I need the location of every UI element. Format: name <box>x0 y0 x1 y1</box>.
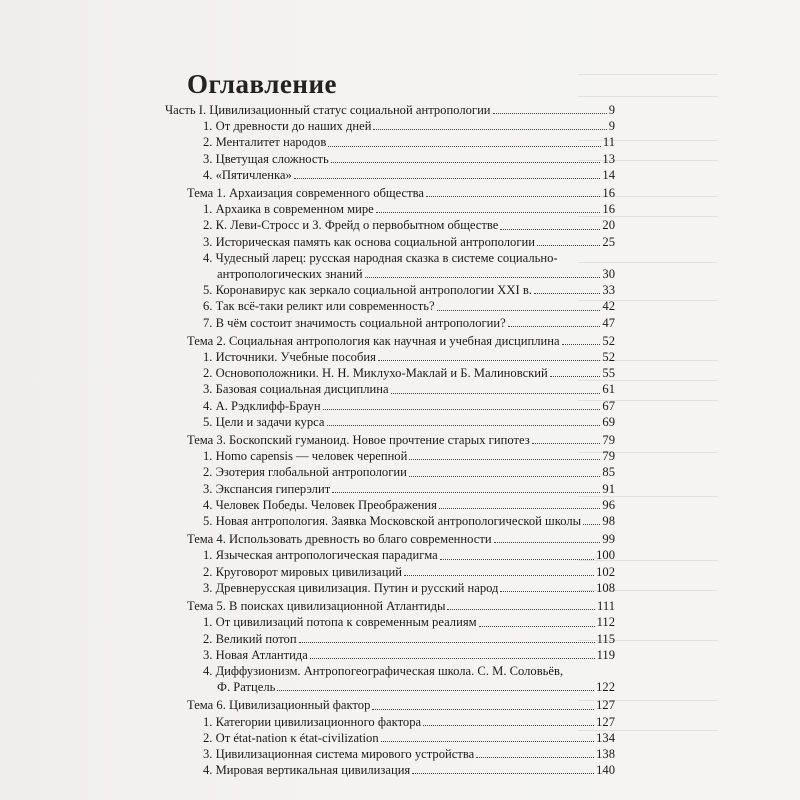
page-number: 134 <box>596 730 615 745</box>
toc-subentry[interactable] <box>203 647 615 663</box>
entry-label: 4. «Пятичленка» <box>203 167 292 182</box>
page-number: 20 <box>602 218 615 233</box>
page-number: 47 <box>602 315 615 330</box>
entry-label: 3. Базовая социальная дисциплина <box>203 382 389 397</box>
dot-leader <box>423 725 594 726</box>
dot-leader <box>391 393 601 394</box>
entry-label: Тема 2. Социальная антропология как научная и учебная дисциплина <box>187 333 560 348</box>
entry-label: 1. От древности до наших дней <box>203 119 372 134</box>
page-number: 30 <box>602 267 615 282</box>
entry-label: 4. Чудесный ларец: русская народная сказка в системе социально- <box>203 250 558 265</box>
entry-label: 1. Источники. Учебные пособия <box>203 350 376 365</box>
topics <box>165 185 615 778</box>
entry-label: 3. Цветущая сложность <box>203 151 329 166</box>
toc-subentry[interactable] <box>203 250 615 282</box>
page-number: 79 <box>602 449 615 464</box>
entry-label: Тема 3. Боскопский гуманоид. Новое прочтение старых гипотез <box>187 433 530 448</box>
entry-label: 3. Цивилизационная система мирового устройства <box>203 746 475 761</box>
dot-leader <box>412 773 594 774</box>
page-number: 138 <box>596 746 615 761</box>
toc-title: Оглавление <box>187 69 337 99</box>
dot-leader <box>376 212 601 213</box>
entry-continuation <box>217 679 615 695</box>
dot-leader <box>277 690 594 691</box>
page-number: 96 <box>602 497 615 512</box>
dot-leader <box>409 459 600 460</box>
page-number: 112 <box>596 615 615 630</box>
entry-label: 1. Архаика в современном мире <box>203 202 374 217</box>
page-number: 69 <box>602 414 615 429</box>
dot-leader <box>299 642 595 643</box>
toc-subentry[interactable] <box>203 513 615 529</box>
toc-subentry[interactable] <box>203 217 615 233</box>
entry-label: 3. Экспансия гиперэлит <box>203 481 331 496</box>
entry-label: Тема 6. Цивилизационный фактор <box>187 698 371 713</box>
entry-label: 2. Великий потоп <box>203 631 297 646</box>
toc-topic-entry[interactable] <box>187 598 615 614</box>
entry-label: 3. Древнерусская цивилизация. Путин и русский народ <box>203 580 499 595</box>
toc-subentry[interactable] <box>203 234 615 250</box>
page-number: 119 <box>596 647 615 662</box>
dot-leader <box>476 757 594 758</box>
page-number: 14 <box>602 167 615 182</box>
toc-subentry[interactable] <box>203 762 615 778</box>
toc-subentry[interactable] <box>203 746 615 762</box>
page-number: 52 <box>602 333 615 348</box>
toc-subentry[interactable] <box>203 315 615 331</box>
entry-continuation <box>217 266 615 282</box>
dot-leader <box>447 609 595 610</box>
page-number: 98 <box>602 514 615 529</box>
dot-leader <box>378 360 600 361</box>
page-number: 67 <box>602 398 615 413</box>
dot-leader <box>550 376 601 377</box>
page-number: 16 <box>602 186 615 201</box>
page-number: 33 <box>602 283 615 298</box>
page-number: 102 <box>596 564 615 579</box>
dot-leader <box>327 425 601 426</box>
part-items <box>165 118 615 183</box>
toc-subentry[interactable] <box>203 349 615 365</box>
dot-leader <box>426 196 600 197</box>
dot-leader <box>439 508 600 509</box>
toc-subentry[interactable] <box>203 201 615 217</box>
entry-label: Тема 1. Архаизация современного общества <box>187 186 424 201</box>
entry-label: Тема 5. В поисках цивилизационной Атлантиды <box>187 599 446 614</box>
page-number: 55 <box>602 366 615 381</box>
page-number: 42 <box>602 299 615 314</box>
dot-leader <box>328 146 601 147</box>
toc-subentry[interactable] <box>203 381 615 397</box>
toc-subentry[interactable] <box>203 298 615 314</box>
toc-part-entry[interactable] <box>165 102 615 118</box>
entry-label: 2. Круговорот мировых цивилизаций <box>203 564 402 579</box>
entry-label: 2. Основоположники. Н. Н. Миклухо-Маклай и Б. Малиновский <box>203 366 548 381</box>
page-number: 52 <box>602 350 615 365</box>
page-number: 61 <box>602 382 615 397</box>
entry-label: 5. Коронавирус как зеркало социальной антропологии XXI в. <box>203 283 532 298</box>
toc-subentry[interactable] <box>203 167 615 183</box>
dot-leader <box>294 178 601 179</box>
toc-subentry[interactable] <box>203 464 615 480</box>
dot-leader <box>494 542 601 543</box>
entry-label: 4. А. Рэдклифф-Браун <box>203 398 321 413</box>
page-number: 16 <box>602 202 615 217</box>
dot-leader <box>404 575 594 576</box>
toc-topic-entry[interactable] <box>187 697 615 713</box>
entry-label: 5. Цели и задачи курса <box>203 414 325 429</box>
dot-leader <box>381 741 594 742</box>
entry-label: 2. К. Леви-Стросс и З. Фрейд о первобытном обществе <box>203 218 499 233</box>
page-number: 99 <box>602 532 615 547</box>
toc-subentry[interactable] <box>203 663 615 695</box>
entry-label: 5. Новая антропология. Заявка Московской антропологической школы <box>203 514 582 529</box>
dot-leader <box>437 310 601 311</box>
page-number: 11 <box>602 135 615 150</box>
dot-leader <box>583 524 600 525</box>
toc-topic-entry[interactable] <box>187 531 615 547</box>
toc-topic-entry[interactable] <box>187 432 615 448</box>
page-number: 13 <box>602 151 615 166</box>
dot-leader <box>534 293 600 294</box>
dot-leader <box>479 626 595 627</box>
dot-leader <box>500 229 600 230</box>
entry-label: 2. От état-nation к état-civilization <box>203 730 379 745</box>
toc-subentry[interactable] <box>203 151 615 167</box>
page-number: 127 <box>596 698 615 713</box>
page-number: 79 <box>602 433 615 448</box>
dot-leader <box>372 709 594 710</box>
toc-subentry[interactable] <box>203 547 615 563</box>
dot-leader <box>331 162 601 163</box>
page-number: 9 <box>608 103 615 117</box>
dot-leader <box>332 492 600 493</box>
dot-leader <box>440 559 594 560</box>
dot-leader <box>508 326 601 327</box>
toc-subentry[interactable] <box>203 134 615 150</box>
entry-label: 1. От цивилизаций потопа к современным реалиям <box>203 615 477 630</box>
entry-label: 1. Языческая антропологическая парадигма <box>203 548 438 563</box>
toc-subentry[interactable] <box>203 282 615 298</box>
table-of-contents <box>165 66 615 778</box>
entry-label: 6. Так всё-таки реликт или современность? <box>203 299 435 314</box>
page-number: 25 <box>602 234 615 249</box>
entry-label-cont: Ф. Ратцель <box>217 680 276 695</box>
page-number: 140 <box>596 763 615 778</box>
toc-subentry[interactable] <box>203 631 615 647</box>
toc-subentry[interactable] <box>203 481 615 497</box>
toc-subentry[interactable] <box>203 414 615 430</box>
entry-label: 4. Диффузионизм. Антропогеографическая школа. С. М. Соловьёв, <box>203 663 564 678</box>
dot-leader <box>500 591 594 592</box>
toc-subentry[interactable] <box>203 614 615 630</box>
entry-label: 2. Эзотерия глобальной антропологии <box>203 465 407 480</box>
toc-subentry[interactable] <box>203 398 615 414</box>
dot-leader <box>532 443 601 444</box>
toc-subentry[interactable] <box>203 448 615 464</box>
page-number: 111 <box>597 599 615 614</box>
toc-subentry[interactable] <box>203 580 615 596</box>
page-number: 108 <box>596 580 615 595</box>
page-number: 122 <box>596 680 615 695</box>
dot-leader <box>493 113 607 114</box>
page-number: 115 <box>596 631 615 646</box>
dot-leader <box>365 277 601 278</box>
dot-leader <box>373 129 606 130</box>
page-number: 85 <box>602 465 615 480</box>
page-number: 9 <box>608 119 615 134</box>
dot-leader <box>562 344 601 345</box>
entry-label: 3. Историческая память как основа социальной антропологии <box>203 234 535 249</box>
toc-subentry[interactable] <box>203 497 615 513</box>
dot-leader <box>310 658 595 659</box>
toc-subentry[interactable] <box>203 118 615 134</box>
toc-subentry[interactable] <box>203 365 615 381</box>
dot-leader <box>323 409 601 410</box>
entry-label: Тема 4. Использовать древность во благо современности <box>187 532 492 547</box>
page-number: 91 <box>602 481 615 496</box>
dot-leader <box>409 476 601 477</box>
entry-label-cont: антропологических знаний <box>217 267 363 282</box>
page-number: 100 <box>596 548 615 563</box>
page-number: 127 <box>596 714 615 729</box>
entry-label: 4. Мировая вертикальная цивилизация <box>203 763 411 778</box>
entry-label: 1. Категории цивилизационного фактора <box>203 714 422 729</box>
part-label: Часть I. Цивилизационный статус социальной антропологии <box>165 103 491 117</box>
toc-subentry[interactable] <box>203 564 615 580</box>
entry-label: 3. Новая Атлантида <box>203 647 308 662</box>
toc-topic-entry[interactable] <box>187 333 615 349</box>
entry-label: 4. Человек Победы. Человек Преображения <box>203 497 437 512</box>
toc-subentry[interactable] <box>203 714 615 730</box>
entry-label: 1. Homo capensis — человек черепной <box>203 449 408 464</box>
dot-leader <box>537 245 600 246</box>
toc-topic-entry[interactable] <box>187 185 615 201</box>
entry-label: 7. В чём состоит значимость социальной антропологии? <box>203 315 506 330</box>
entry-label: 2. Менталитет народов <box>203 135 327 150</box>
toc-subentry[interactable] <box>203 730 615 746</box>
